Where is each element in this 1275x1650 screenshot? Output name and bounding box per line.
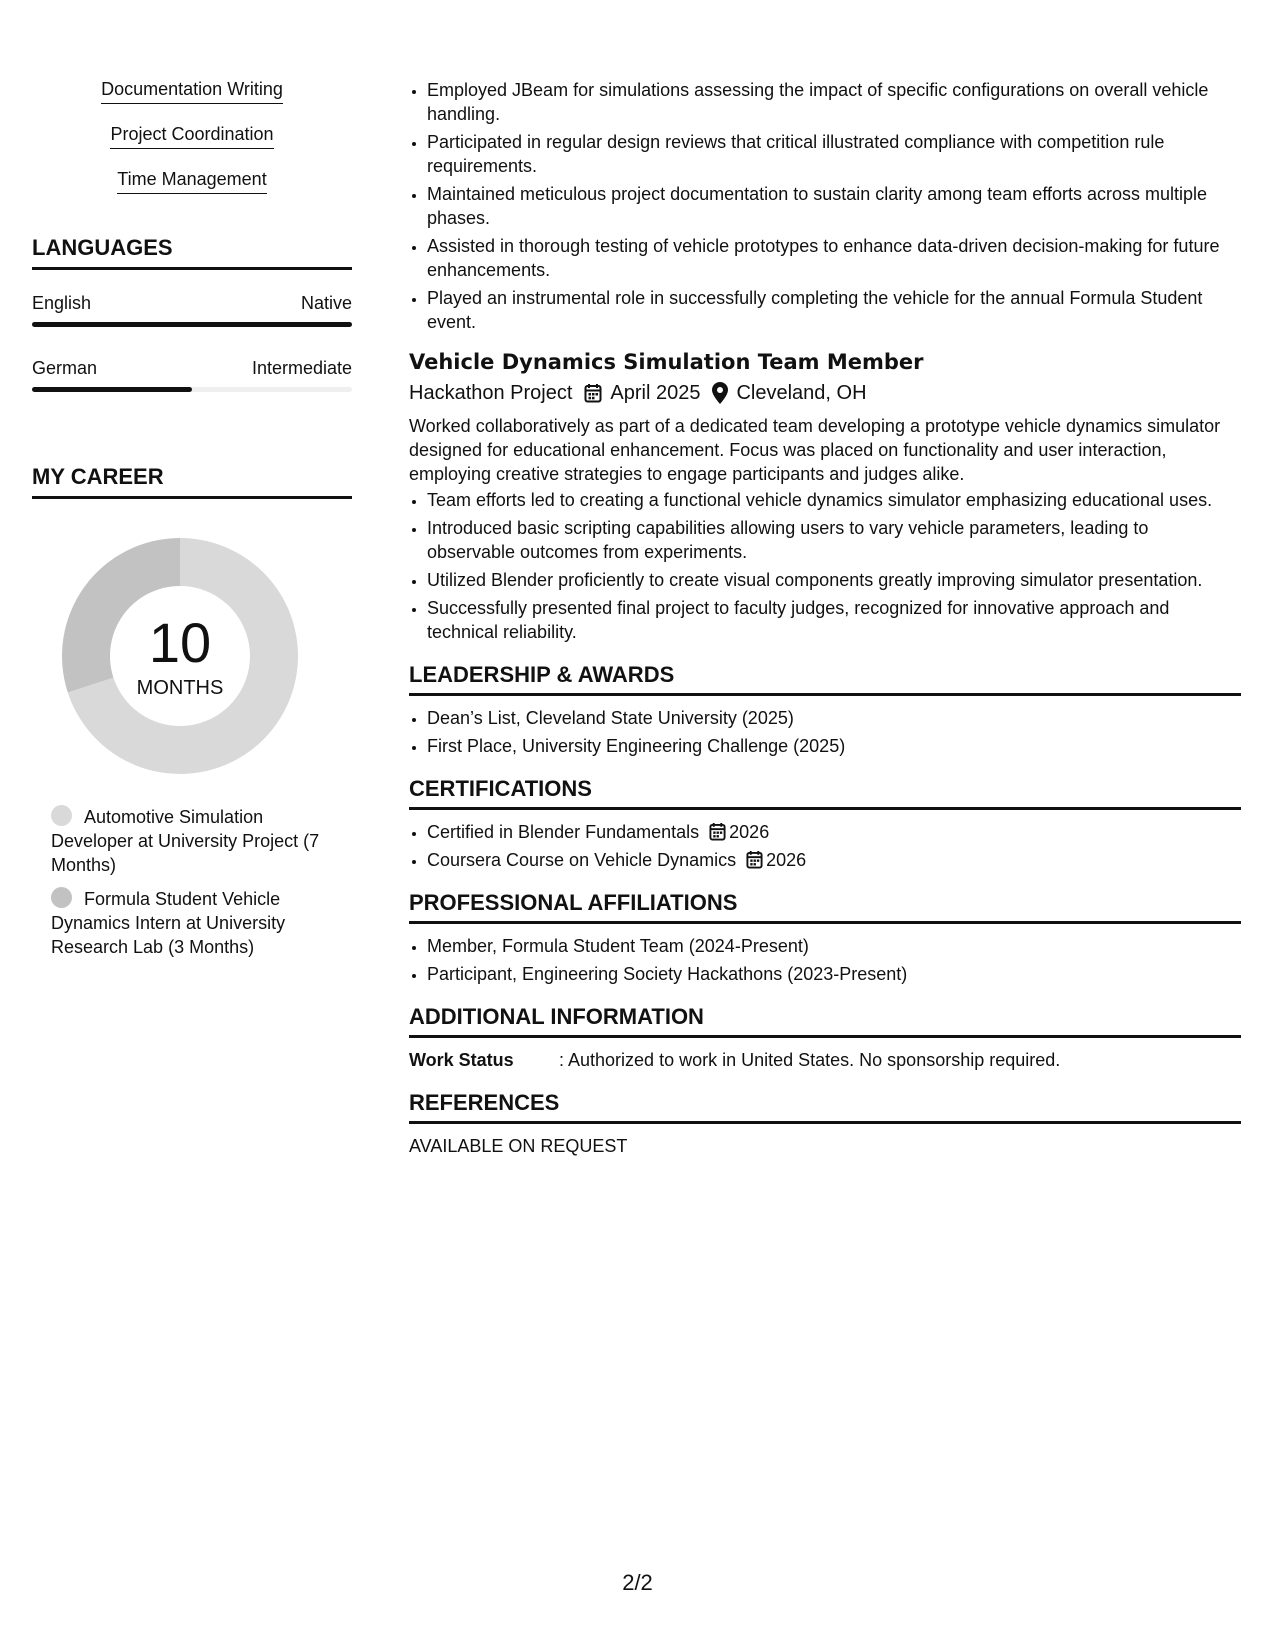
language-item (32, 292, 352, 327)
affiliations-section (409, 890, 1241, 986)
language-proficiency-fill (32, 387, 192, 392)
legend-dot-icon (51, 805, 72, 826)
certification-item: • Certified in Blender Fundamentals 2026 (427, 820, 1241, 844)
career-section (32, 464, 352, 959)
language-proficiency-fill (32, 322, 352, 327)
bullet-item: • Successfully presented final project to faculty judges, recognized for innovative approach and technical reliability. (427, 596, 1241, 644)
left-column (32, 78, 352, 969)
language-name: English (32, 293, 92, 313)
award-item: • Dean’s List, Cleveland State University (2025) (427, 706, 1241, 730)
affiliation-item: • Member, Formula Student Team (2024-Present) (427, 934, 1241, 958)
location-pin-icon (712, 382, 728, 404)
affiliation-item: • Participant, Engineering Society Hackathons (2023-Present) (427, 962, 1241, 986)
legend-item: Automotive Simulation Developer at University Project (7 Months) (51, 807, 320, 875)
bullet-item: • Played an instrumental role in successfully completing the vehicle for the annual Formula Student event. (427, 286, 1241, 334)
career-total-unit: MONTHS (136, 677, 224, 699)
language-item (32, 357, 352, 392)
language-proficiency-bar (32, 322, 352, 327)
skill-item: Project Coordination (32, 123, 352, 151)
bullet-item: • Assisted in thorough testing of vehicle prototypes to enhance data-driven decision-making for future enhancements. (427, 234, 1241, 282)
job-location: Cleveland, OH (736, 382, 867, 404)
certifications-title: CERTIFICATIONS (409, 776, 1241, 810)
right-column (409, 78, 1241, 1158)
job-date: April 2025 (610, 382, 701, 404)
job-bullets (409, 488, 1241, 644)
bullet-item: • Utilized Blender proficiently to create visual components greatly improving simulator presentation. (427, 568, 1241, 592)
calendar-icon (584, 383, 602, 403)
career-total-number: 10 (148, 611, 212, 674)
bullet-item: • Maintained meticulous project documentation to sustain clarity among team efforts across multiple phases. (427, 182, 1241, 230)
career-title: MY CAREER (32, 464, 352, 499)
job-title: Vehicle Dynamics Simulation Team Member (409, 350, 924, 374)
job-meta (409, 380, 1241, 406)
work-status-label: Work Status (409, 1050, 514, 1070)
leadership-section (409, 662, 1241, 758)
prev-job-bullets (409, 78, 1241, 334)
work-status-value: : Authorized to work in United States. No sponsorship required. (559, 1050, 1061, 1070)
additional-section (409, 1004, 1241, 1072)
references-text: AVAILABLE ON REQUEST (409, 1136, 628, 1156)
bullet-item: • Participated in regular design reviews that critical illustrated compliance with competition rule requirements. (427, 130, 1241, 178)
calendar-icon (709, 822, 726, 841)
languages-title: LANGUAGES (32, 235, 352, 270)
certification-item: • Coursera Course on Vehicle Dynamics 2026 (427, 848, 1241, 872)
bullet-item: • Introduced basic scripting capabilities allowing users to vary vehicle parameters, leading to observable outcomes from experiments. (427, 516, 1241, 564)
additional-title: ADDITIONAL INFORMATION (409, 1004, 1241, 1038)
work-status-row (409, 1048, 1241, 1072)
affiliations-title: PROFESSIONAL AFFILIATIONS (409, 890, 1241, 924)
skill-item: Documentation Writing (32, 78, 352, 106)
job-entry (409, 348, 1241, 644)
career-donut-chart (55, 531, 305, 781)
legend-dot-icon (51, 887, 72, 908)
skill-item: Time Management (32, 168, 352, 196)
references-section (409, 1090, 1241, 1158)
job-description: Worked collaboratively as part of a dedicated team developing a prototype vehicle dynamics simulator designed for educational enhancement. Focus was placed on functionality and user interaction, employing creative strategies to engage participants and judges alike. (409, 416, 1221, 484)
award-item: • First Place, University Engineering Challenge (2025) (427, 734, 1241, 758)
career-legend (51, 805, 321, 959)
legend-item: Formula Student Vehicle Dynamics Intern at University Research Lab (3 Months) (51, 889, 286, 957)
calendar-icon (746, 850, 763, 869)
language-level: Native (300, 293, 352, 313)
language-name: German (32, 358, 98, 378)
references-title: REFERENCES (409, 1090, 1241, 1124)
page-number: 2/2 (622, 1570, 653, 1595)
bullet-item: • Employed JBeam for simulations assessing the impact of specific configurations on overall vehicle handling. (427, 78, 1241, 126)
language-proficiency-bar (32, 387, 352, 392)
skills-list (32, 78, 352, 196)
job-org: Hackathon Project (409, 382, 573, 404)
leadership-title: LEADERSHIP & AWARDS (409, 662, 1241, 696)
bullet-item: • Team efforts led to creating a functional vehicle dynamics simulator emphasizing educational uses. (427, 488, 1241, 512)
certifications-section (409, 776, 1241, 872)
languages-section (32, 235, 352, 392)
language-level: Intermediate (251, 358, 352, 378)
